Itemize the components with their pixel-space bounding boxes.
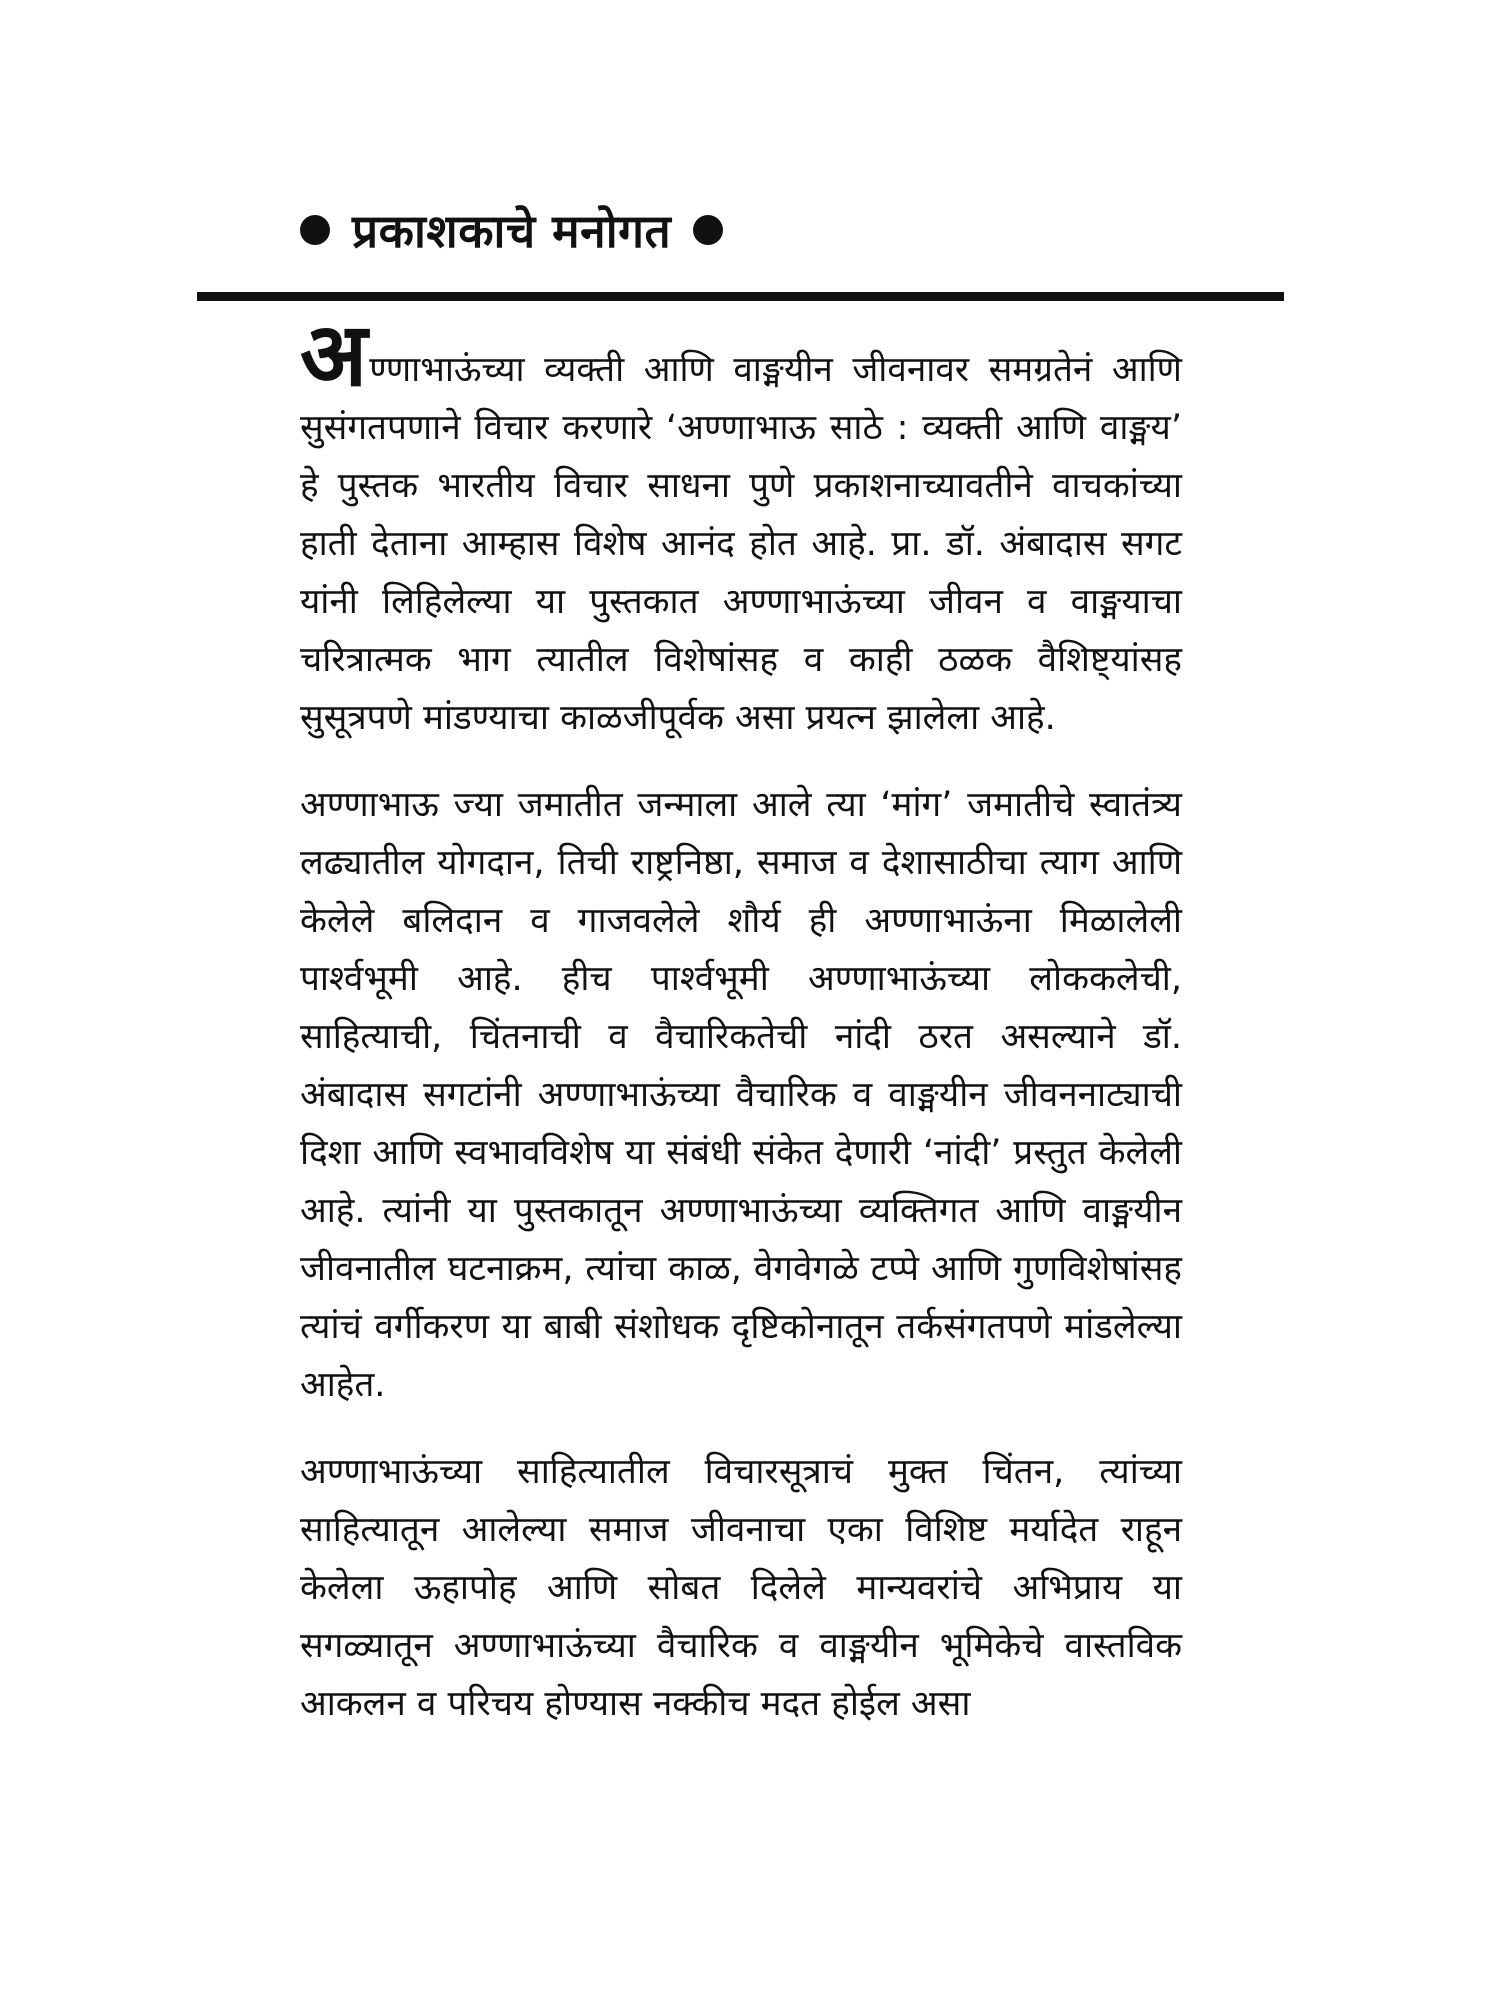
bullet-icon bbox=[300, 215, 330, 245]
paragraph-1 bbox=[300, 303, 1182, 747]
page-title-text: प्रकाशकाचे मनोगत bbox=[352, 204, 672, 258]
title-underline-rule bbox=[197, 292, 1284, 301]
bullet-icon bbox=[693, 215, 723, 245]
paragraph-2: अण्णाभाऊ ज्या जमातीत जन्माला आले त्या ‘मांग’ जमातीचे स्वातंत्र्य लढ्यातील योगदान, तिची राष्ट्रनिष्ठा, समाज व देशासाठीचा त्याग आणि केलेले बलिदान व गाजवलेले शौर्य ही अण्णाभाऊंना मिळालेली पार्श्वभूमी आहे. हीच पार्श्वभूमी अण्णाभाऊंच्या लोककलेची, साहित्याची, चिंतनाची व वैचारिकतेची नांदी ठरत असल्याने डॉ. अंबादास सगटांनी अण्णाभाऊंच्या वैचारिक व वाङ्मयीन जीवननाट्याची दिशा आणि स्वभावविशेष या संबंधी संकेत देणारी ‘नांदी’ प्रस्तुत केलेली आहे. त्यांनी या पुस्तकातून अण्णाभाऊंच्या व्यक्तिगत आणि वाङ्मयीन जीवनातील घटनाक्रम, त्यांचा काळ, वेगवेगळे टप्पे आणि गुणविशेषांसह त्यांचं वर्गीकरण या बाबी संशोधक दृष्टिकोनातून तर्कसंगतपणे मांडलेल्या आहेत. bbox=[300, 785, 1182, 1405]
body-text bbox=[300, 303, 1182, 1762]
drop-cap: अ bbox=[300, 303, 368, 406]
paragraph-3: अण्णाभाऊंच्या साहित्यातील विचारसूत्राचं मुक्त चिंतन, त्यांच्या साहित्यातून आलेल्या समाज जीवनाचा एका विशिष्ट मर्यादेत राहून केलेला ऊहापोह आणि सोबत दिलेले मान्यवरांचे अभिप्राय या सगळ्यातून अण्णाभाऊंच्या वैचारिक व वाङ्मयीन भूमिकेचे वास्तविक आकलन व परिचय होण्यास नक्कीच मदत होईल असा bbox=[300, 1452, 1182, 1724]
paragraph-1-text: ण्णाभाऊंच्या व्यक्ती आणि वाङ्मयीन जीवनावर समग्रतेनं आणि सुसंगतपणाने विचार करणारे ‘अण्णाभाऊ साठे : व्यक्ती आणि वाङ्मय’ हे पुस्तक भारतीय विचार साधना पुणे प्रकाशनाच्यावतीने वाचकांच्या हाती देताना आम्हास विशेष आनंद होत आहे. प्रा. डॉ. अंबादास सगट यांनी लिहिलेल्या या पुस्तकात अण्णाभाऊंच्या जीवन व वाङ्मयाचा चरित्रात्मक भाग त्यातील विशेषांसह व काही ठळक वैशिष्ट्यांसह सुसूत्रपणे मांडण्याचा काळजीपूर्वक असा प्रयत्न झालेला आहे. bbox=[300, 350, 1182, 738]
page-title bbox=[300, 195, 723, 265]
